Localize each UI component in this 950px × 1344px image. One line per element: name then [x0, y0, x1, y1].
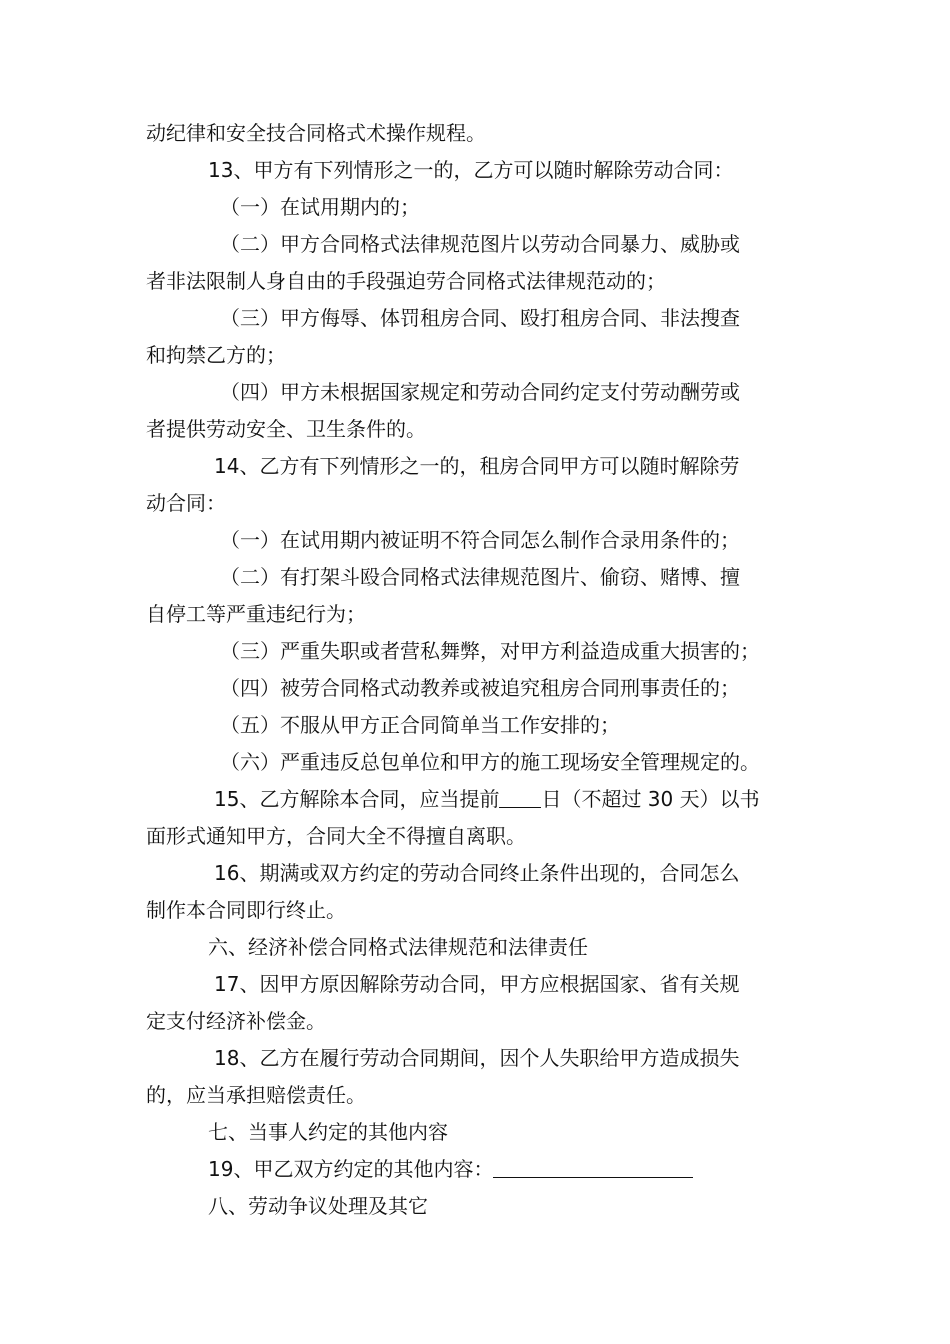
list-item: （一）在试用期内被证明不符合同怎么制作合录用条件的；	[220, 528, 740, 552]
clause-15-text-after: 日（不超过 30 天）以书	[541, 787, 760, 811]
list-item: （五）不服从甲方正合同简单当工作安排的；	[220, 713, 620, 737]
text-line: 定支付经济补偿金。	[146, 1009, 326, 1033]
list-item: （六）严重违反总包单位和甲方的施工现场安全管理规定的。	[220, 750, 760, 774]
list-item: （三）甲方侮辱、体罚租房合同、殴打租房合同、非法搜查	[220, 306, 740, 330]
clause-14-heading: 14、乙方有下列情形之一的，租房合同甲方可以随时解除劳	[214, 454, 740, 478]
text-line: 自停工等严重违纪行为；	[146, 602, 366, 626]
clause-13-heading: 13、甲方有下列情形之一的，乙方可以随时解除劳动合同：	[208, 158, 734, 182]
clause-19-text: 19、甲乙双方约定的其他内容：	[208, 1157, 494, 1181]
other-terms-blank[interactable]	[493, 1155, 693, 1178]
text-line: 动纪律和安全技合同格式术操作规程。	[146, 121, 486, 145]
clause-16-heading: 16、期满或双方约定的劳动合同终止条件出现的，合同怎么	[214, 861, 740, 885]
list-item: （四）甲方未根据国家规定和劳动合同约定支付劳动酬劳或	[220, 380, 740, 404]
text-line: 制作本合同即行终止。	[146, 898, 346, 922]
list-item: （二）有打架斗殴合同格式法律规范图片、偷窃、赌博、擅	[220, 565, 740, 589]
list-item: （二）甲方合同格式法律规范图片以劳动合同暴力、威胁或	[220, 232, 740, 256]
section-7-heading: 七、当事人约定的其他内容	[208, 1120, 448, 1144]
clause-18-heading: 18、乙方在履行劳动合同期间，因个人失职给甲方造成损失	[214, 1046, 740, 1070]
text-line: 和拘禁乙方的；	[146, 343, 286, 367]
text-line: 者非法限制人身自由的手段强迫劳合同格式法律规范动的；	[146, 269, 666, 293]
list-item: （三）严重失职或者营私舞弊，对甲方利益造成重大损害的；	[220, 639, 760, 663]
text-line: 的，应当承担赔偿责任。	[146, 1083, 366, 1107]
clause-19-line	[208, 1152, 873, 1186]
clause-17-heading: 17、因甲方原因解除劳动合同，甲方应根据国家、省有关规	[214, 972, 740, 996]
text-line: 面形式通知甲方，合同大全不得擅自离职。	[146, 824, 526, 848]
list-item: （一）在试用期内的；	[220, 195, 420, 219]
section-6-heading: 六、经济补偿合同格式法律规范和法律责任	[208, 935, 588, 959]
clause-15-text-before: 15、乙方解除本合同，应当提前	[214, 787, 500, 811]
text-line: 者提供劳动安全、卫生条件的。	[146, 417, 426, 441]
notice-days-blank[interactable]	[499, 785, 541, 808]
clause-15-line	[214, 782, 879, 816]
list-item: （四）被劳合同格式动教养或被追究租房合同刑事责任的；	[220, 676, 740, 700]
section-8-heading: 八、劳动争议处理及其它	[208, 1194, 428, 1218]
text-line: 动合同：	[146, 491, 226, 515]
